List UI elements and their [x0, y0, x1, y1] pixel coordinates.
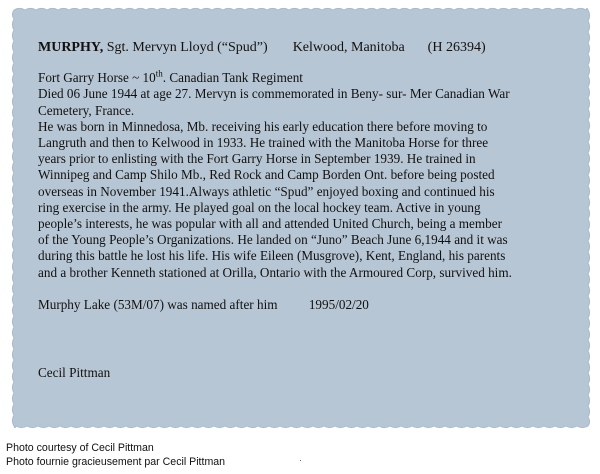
lake-dedication [38, 297, 586, 313]
signature: Cecil Pittman [38, 365, 111, 381]
bio-line: ring exercise in the army. He played goal on the local hockey team. Active in young [38, 199, 481, 215]
bio-line: and a brother Kenneth stationed at Orilla, Ontario with the Armoured Corp, survived him. [38, 264, 512, 280]
bio-line: Langruth and then to Kelwood in 1933. He trained with the Manitoba Horse for three [38, 135, 489, 151]
bio-line: Died 06 June 1944 at age 27. Mervyn is commemorated in Beny- sur- Mer Canadian War [38, 86, 510, 102]
bio-line: people’s interests, he was popular with all and attended United Church, being a member [38, 216, 502, 232]
bio-line: Cemetery, France. [38, 102, 135, 118]
dedication-date: 1995/02/20 [308, 296, 369, 312]
stray-dot [300, 460, 301, 461]
bio-line: overseas in November 1941.Always athletic “Spud” enjoyed boxing and continued his [38, 183, 495, 199]
caption-english: Photo courtesy of Cecil Pittman [6, 442, 154, 454]
rank-and-name: Sgt. Mervyn Lloyd (“Spud”) [106, 40, 268, 55]
card-text [38, 40, 586, 381]
card-header [38, 40, 586, 56]
hometown: Kelwood, Manitoba [292, 40, 405, 55]
bio-line: of the Young People’s Organizations. He landed on “Juno” Beach June 6,1944 and it was [38, 232, 508, 248]
regiment-line: Fort Garry Horse ~ 10th. Canadian Tank Regiment [38, 68, 303, 86]
bio-line: during this battle he lost his life. His wife Eileen (Musgrove), Kent, England, his parents [38, 248, 506, 264]
bio-line: He was born in Minnedosa, Mb. receiving his early education there before moving to [38, 118, 488, 134]
biography [38, 70, 586, 281]
caption-french: Photo fournie gracieusement par Cecil Pittman [6, 456, 226, 468]
bio-line: years prior to enlisting with the Fort Garry Horse in September 1939. He trained in [38, 151, 476, 167]
bio-line: Winnipeg and Camp Shilo Mb., Red Rock and Camp Borden Ont. before being posted [38, 167, 495, 183]
photo-caption [6, 441, 225, 469]
surname: MURPHY, [38, 40, 104, 55]
lake-text: Murphy Lake (53M/07) was named after him [38, 296, 278, 312]
service-number: (H 26394) [427, 40, 486, 55]
